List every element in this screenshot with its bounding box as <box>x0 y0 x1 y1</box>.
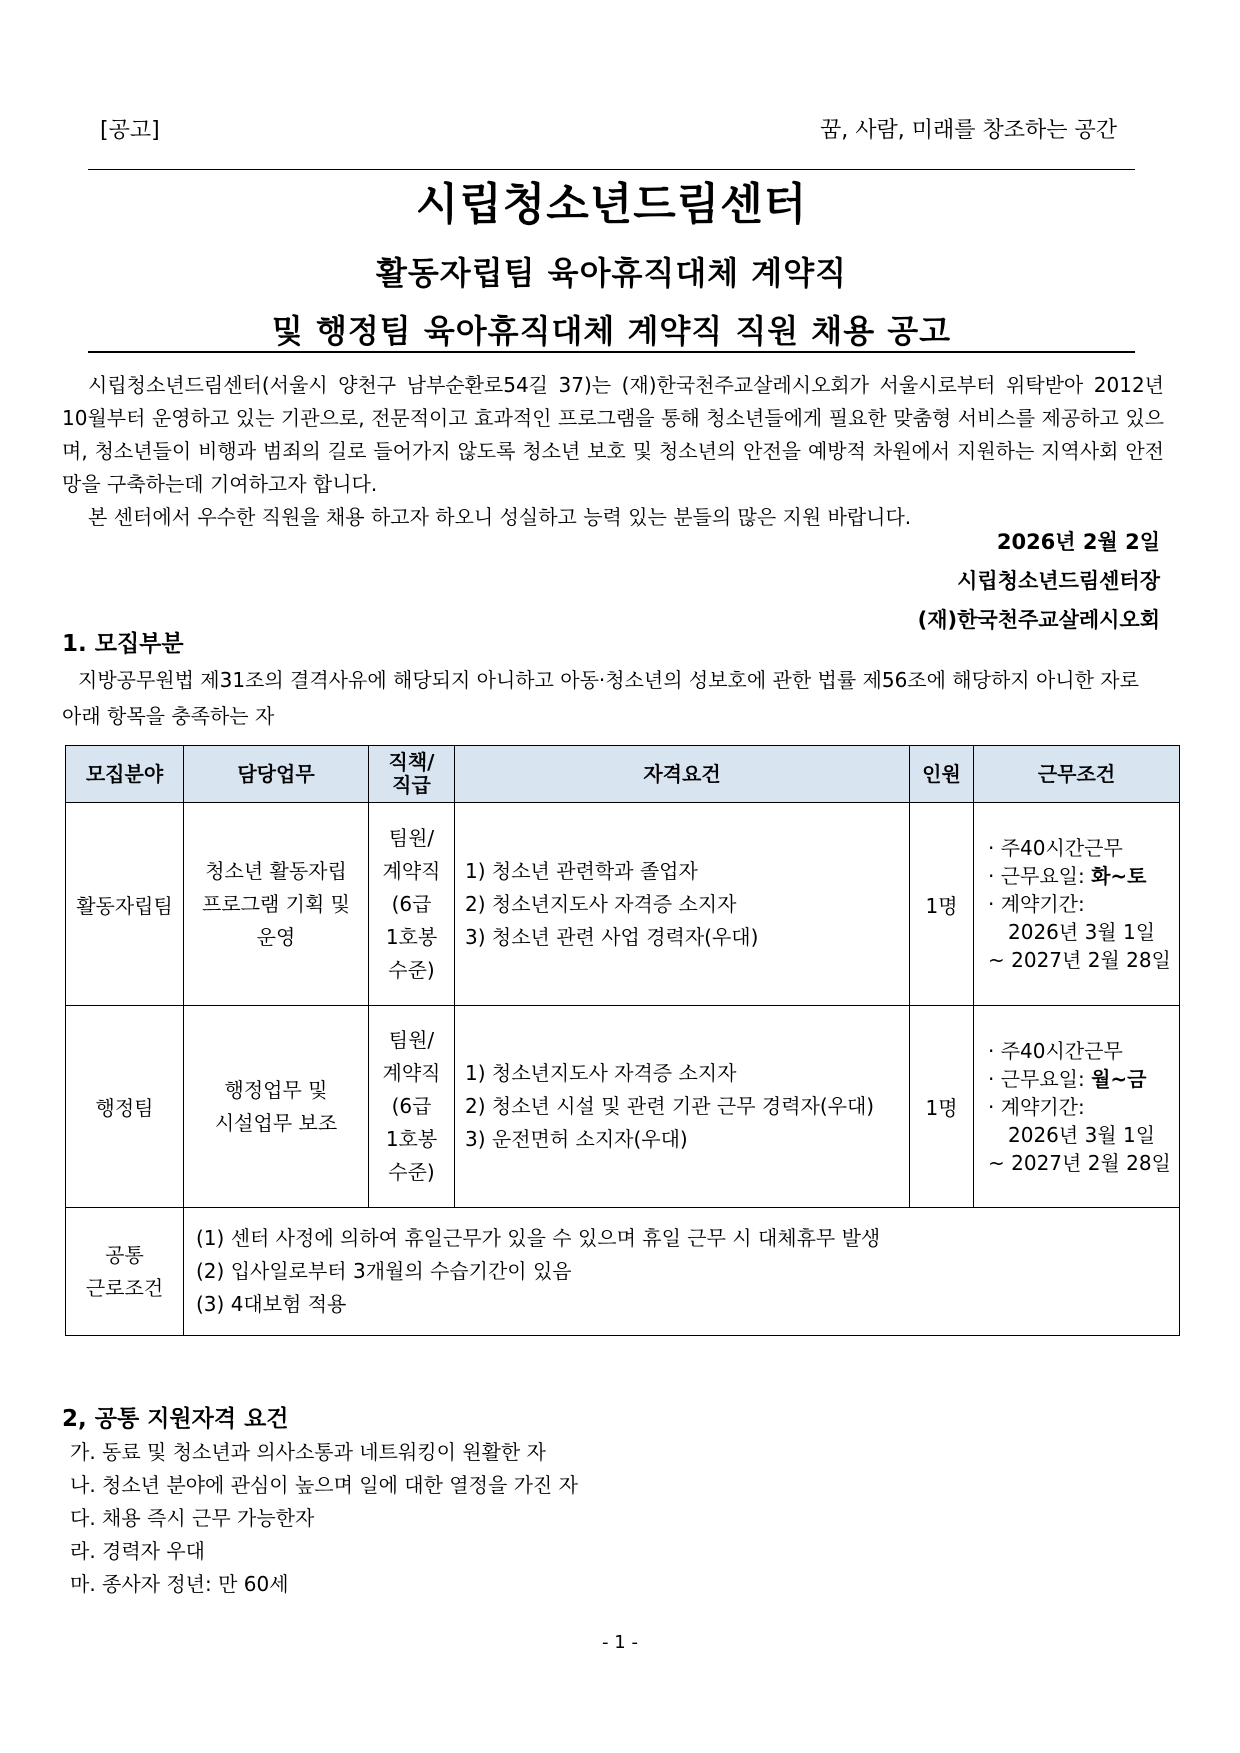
row1-field: 활동자립팀 <box>66 803 184 1006</box>
requirement-item: 2) 청소년지도사 자격증 소지자 <box>465 891 737 916</box>
row1-duty: 청소년 활동자립 프로그램 기획 및 운영 <box>184 803 369 1006</box>
director-title: 시립청소년드림센터장 <box>957 569 1160 593</box>
notice-tag: [공고] <box>100 118 160 143</box>
requirement-item: 1) 청소년 관련학과 졸업자 <box>465 858 698 883</box>
header-field: 모집분야 <box>66 746 184 803</box>
table-row <box>66 1006 1180 1208</box>
section1-text: 지방공무원법 제31조의 결격사유에 해당되지 아니하고 아동·청소년의 성보호에 관한 법률 제56조에 해당하지 아니한 자로 아래 항목을 충족하는 자 <box>62 668 1139 728</box>
requirement-item: 3) 운전면허 소지자(우대) <box>465 1127 688 1151</box>
list-item: 나. 청소년 분야에 관심이 높으며 일에 대한 열정을 가진 자 <box>70 1473 578 1497</box>
common-item: (2) 입사일로부터 3개월의 수습기간이 있음 <box>196 1259 572 1283</box>
row2-requirements <box>455 1006 910 1208</box>
requirement-item: 1) 청소년지도사 자격증 소지자 <box>465 1061 737 1085</box>
header-count: 인원 <box>910 746 974 803</box>
table-row <box>66 803 1180 1006</box>
list-item: 라. 경력자 우대 <box>70 1539 205 1563</box>
intro <box>62 369 1164 534</box>
list-item: 마. 종사자 정년: 만 60세 <box>70 1572 289 1596</box>
list-item: 다. 채용 즉시 근무 가능한자 <box>70 1506 315 1530</box>
row2-field: 행정팀 <box>66 1006 184 1208</box>
section2-list <box>70 1436 578 1601</box>
common-label: 공통 근로조건 <box>66 1208 184 1336</box>
notice-title-line2: 및 행정팀 육아휴직대체 계약직 직원 채용 공고 <box>271 312 952 350</box>
foundation-name: (재)한국천주교살레시오회 <box>917 608 1160 632</box>
list-item: 가. 동료 및 청소년과 의사소통과 네트워킹이 원활한 자 <box>70 1440 546 1464</box>
section2-heading: 2, 공통 지원자격 요건 <box>62 1406 289 1432</box>
header-duty: 담당업무 <box>184 746 369 803</box>
table-header-row <box>66 746 1180 803</box>
signature-block <box>918 523 1160 640</box>
intro-paragraph-2: 본 센터에서 우수한 직원을 채용 하고자 하오니 성실하고 능력 있는 분들의 많은 지원 바랍니다. <box>88 505 912 529</box>
header-qualification: 자격요건 <box>455 746 910 803</box>
org-title: 시립청소년드림센터 <box>415 179 808 230</box>
row2-conditions: · 주40시간근무 · 근무요일: 월~금 · 계약기간: 2026년 3월 1일 ~ 2027년 2월 28일 <box>974 1006 1180 1208</box>
row1-conditions: · 주40시간근무 · 근무요일: 화~토 · 계약기간: 2026년 3월 1일 ~ 2027년 2월 28일 <box>974 803 1180 1006</box>
requirement-item: 3) 청소년 관련 사업 경력자(우대) <box>465 924 759 949</box>
row1-count: 1명 <box>910 803 974 1006</box>
section1-description <box>62 662 1164 734</box>
header-line <box>88 113 1145 155</box>
requirement-item: 2) 청소년 시설 및 관련 기관 근무 경력자(우대) <box>465 1094 875 1118</box>
notice-date: 2026년 2월 2일 <box>996 530 1160 554</box>
row2-rank: 팀원/ 계약직 (6급 1호봉 수준) <box>369 1006 455 1208</box>
recruitment-table <box>65 745 1180 1336</box>
common-conditions <box>184 1208 1180 1336</box>
page-number: - 1 - <box>602 1632 638 1653</box>
row2-count: 1명 <box>910 1006 974 1208</box>
header-rank: 직책/ 직급 <box>369 746 455 803</box>
notice-title-line1: 활동자립팀 육아휴직대체 계약직 <box>375 254 848 292</box>
row1-requirements <box>455 803 910 1006</box>
row1-rank: 팀원/ 계약직 (6급 1호봉 수준) <box>369 803 455 1006</box>
table-row-common <box>66 1208 1180 1336</box>
common-item: (1) 센터 사정에 의하여 휴일근무가 있을 수 있으며 휴일 근무 시 대체휴무 발생 <box>196 1226 881 1250</box>
common-item: (3) 4대보험 적용 <box>196 1292 347 1316</box>
slogan: 꿈, 사람, 미래를 창조하는 공간 <box>820 118 1117 143</box>
header-conditions: 근무조건 <box>974 746 1180 803</box>
intro-paragraph-1: 시립청소년드림센터(서울시 양천구 남부순환로54길 37)는 (재)한국천주교살레시오회가 서울시로부터 위탁받아 2012년 10월부터 운영하고 있는 기관으로, 전문적이고 효과적인 프로그램을 통해 청소년들에게 필요한 맞춤형 서비스를 제공하고 있으며, 청소년들이 비행과 범죄의 길로 들어가지 않도록 청소년 보호 및 청소년의 안전을 예방적 차원에서 지원하는 지역사회 안전망을 구축하는데 기여하고자 합니다. <box>62 373 1164 496</box>
row2-duty: 행정업무 및 시설업무 보조 <box>184 1006 369 1208</box>
title-rule <box>88 351 1135 353</box>
section1-heading: 1. 모집부분 <box>62 631 184 657</box>
